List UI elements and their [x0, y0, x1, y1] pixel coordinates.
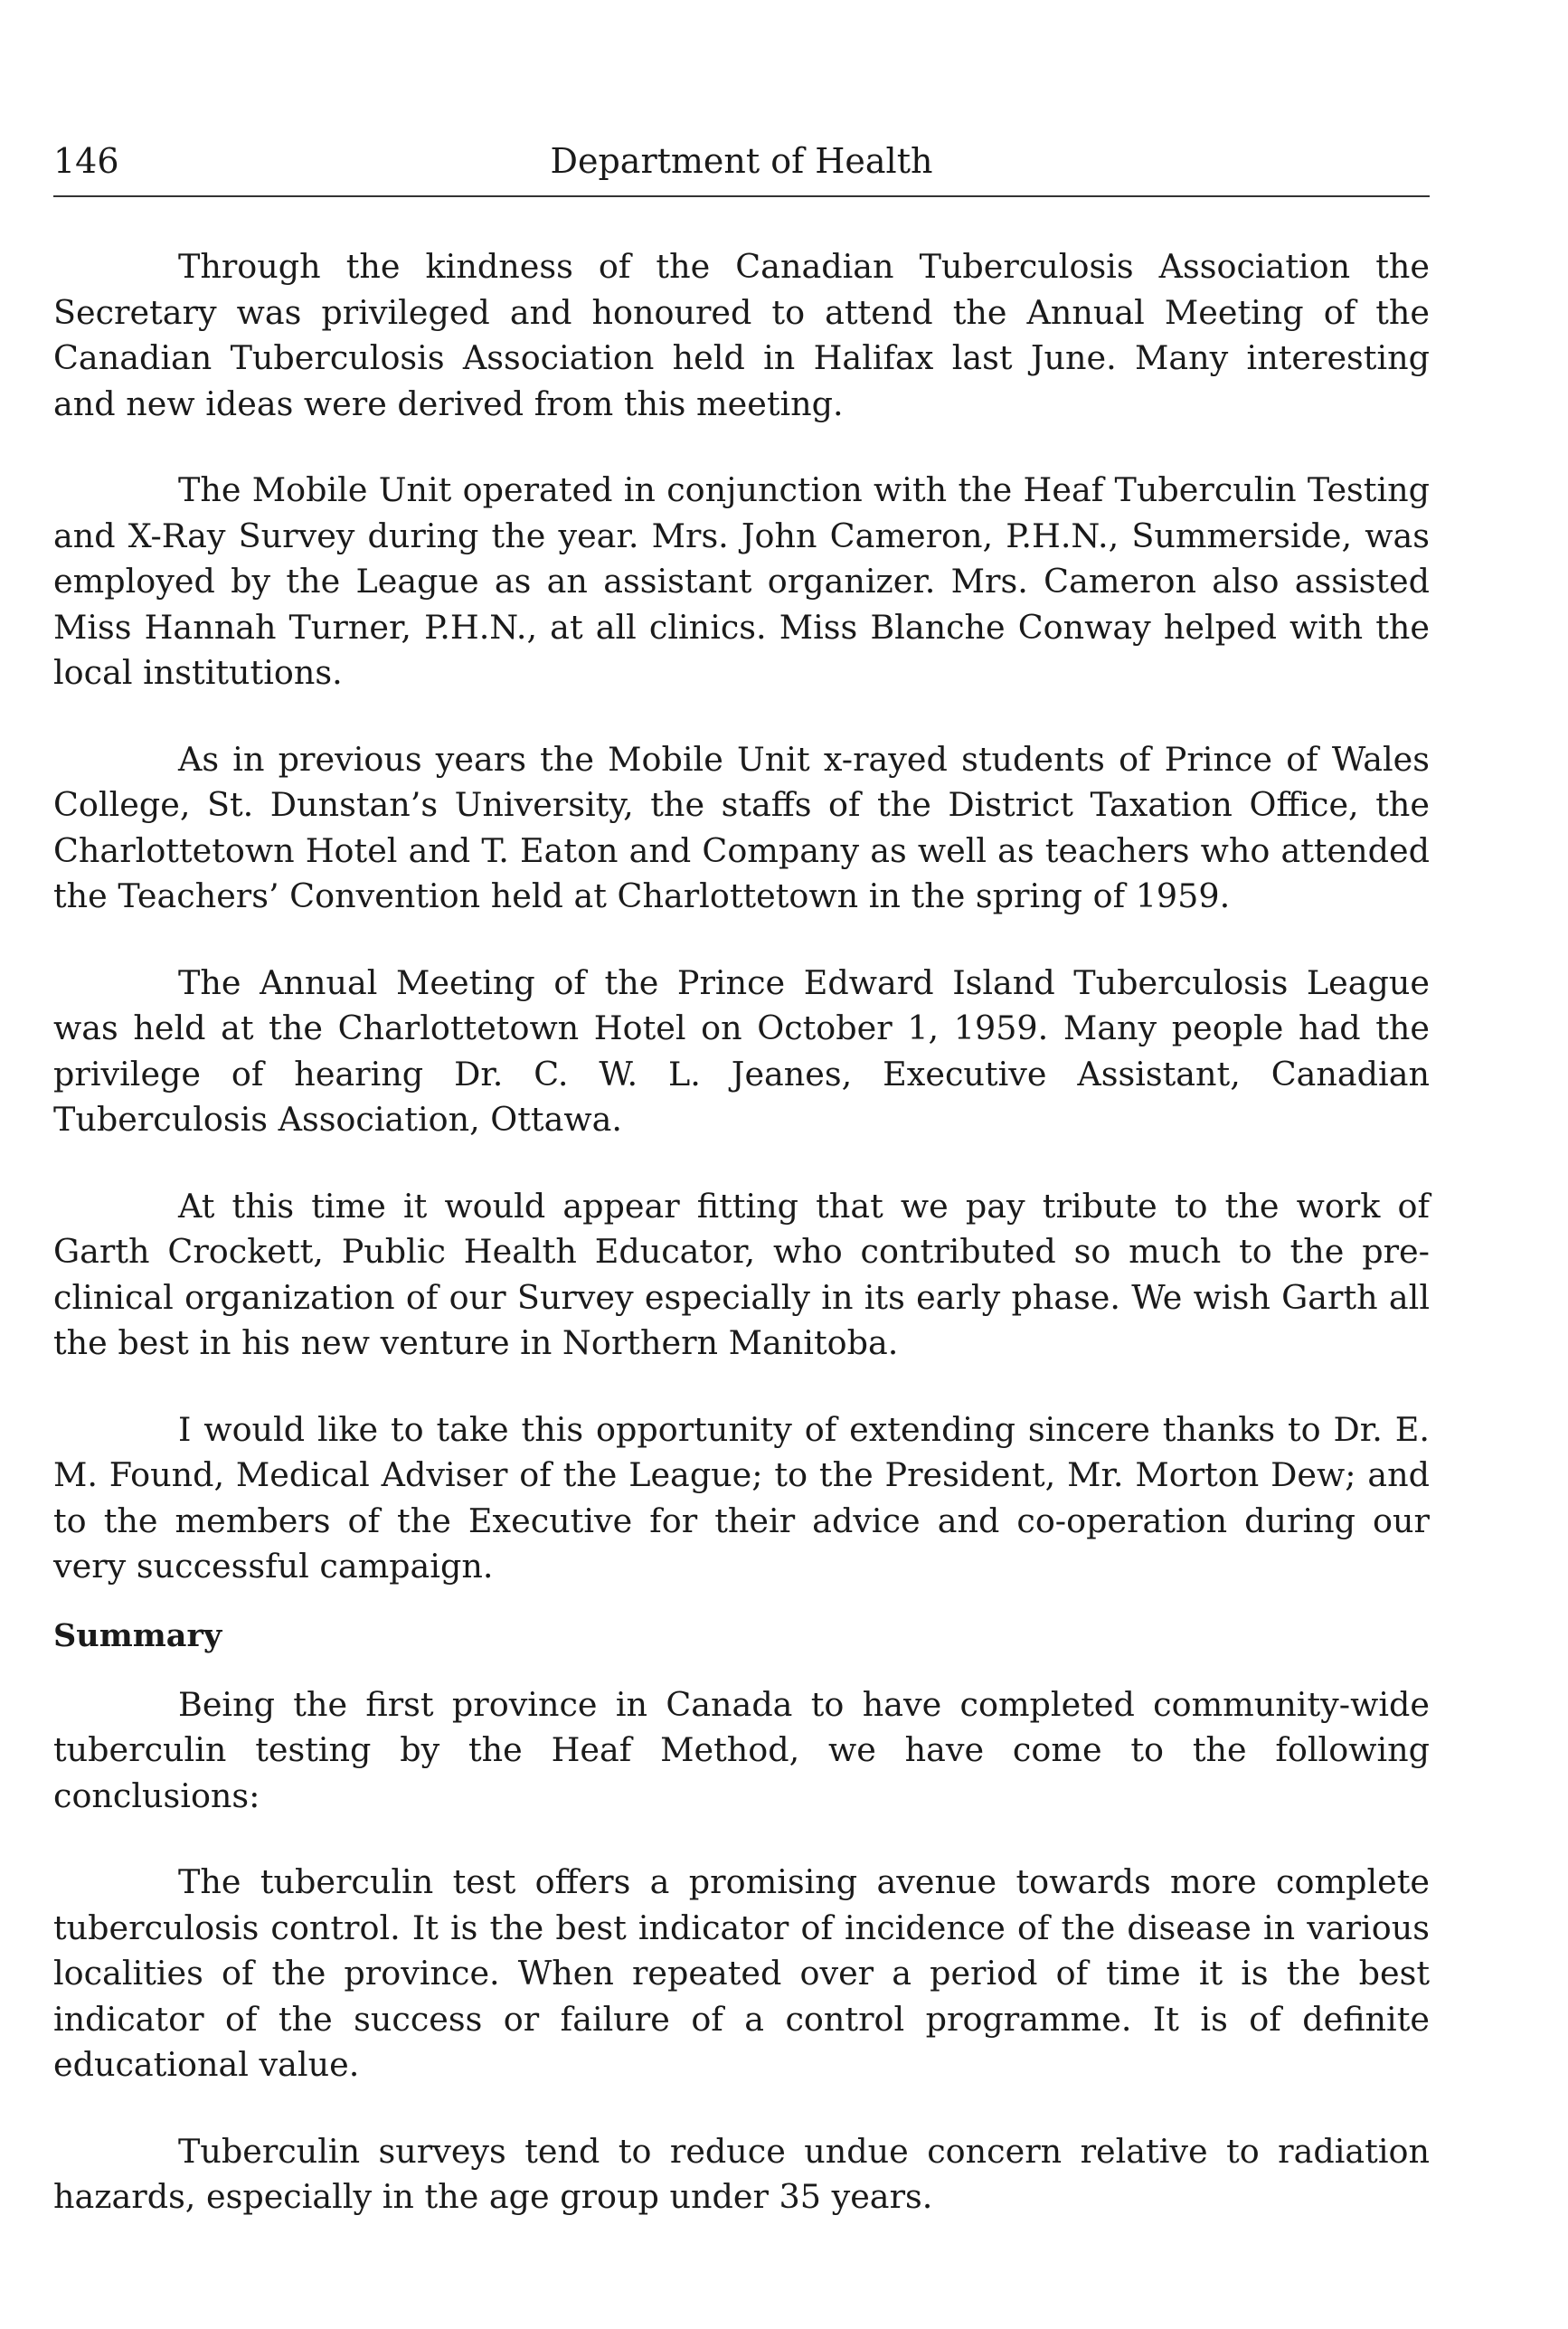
summary-paragraph: The tuberculin test offers a promising avenue towards more complete tuberculosis control. It is the best indicator of incidence of the disease in various localities of the province. When repeated over a period of time it is the best indicator of the success or failure of a control programme. It is of definite educational value. — [53, 1862, 1430, 2084]
body-text — [53, 244, 1430, 2261]
header-rule — [53, 195, 1430, 197]
page-number: 146 — [53, 141, 119, 181]
paragraph: I would like to take this opportunity of extending sincere thanks to Dr. E. M. Found, Medical Adviser of the League; to the President, Mr. Morton Dew; and to the members of the Executive for their advice and co-operation during our very successful campaign. — [53, 1409, 1430, 1586]
paragraph: The Annual Meeting of the Prince Edward Island Tuberculosis League was held at the Charlottetown Hotel on October 1, 1959. Many people had the privilege of hearing Dr. C. W. L. Jeanes, Executive Assistant, Canadian Tuberculosis Association, Ottawa. — [53, 962, 1430, 1139]
paragraph: At this time it would appear fitting that we pay tribute to the work of Garth Crockett, Public Health Educator, who contributed so much to the pre-clinical organization of our Survey especially in its early phase. We wish Garth all the best in his new venture in Northern Manitoba. — [53, 1186, 1430, 1362]
section-heading-summary: Summary — [53, 1616, 222, 1654]
summary-paragraph: Being the first province in Canada to have completed community-wide tuberculin testing by the Heaf Method, we have come to the following conclusions: — [53, 1684, 1430, 1815]
paragraph: Through the kindness of the Canadian Tuberculosis Association the Secretary was privileged and honoured to attend the Annual Meeting of the Canadian Tuberculosis Association held in Halifax last June. Many interesting and new ideas were derived from this meeting. — [53, 247, 1430, 423]
running-title: Department of Health — [550, 141, 933, 181]
summary-paragraph: Tuberculin surveys tend to reduce undue concern relative to radiation hazards, especially in the age group under 35 years. — [53, 2131, 1430, 2216]
paragraph: The Mobile Unit operated in conjunction with the Heaf Tuberculin Testing and X-Ray Survey during the year. Mrs. John Cameron, P.H.N., Summerside, was employed by the League as an assistant organizer. Mrs. Cameron also assisted Miss Hannah Turner, P.H.N., at all clinics. Miss Blanche Conway helped with the local institutions. — [53, 470, 1430, 692]
paragraph: As in previous years the Mobile Unit x-rayed students of Prince of Wales College, St. Dunstan’s University, the staffs of the District Taxation Office, the Charlottetown Hotel and T. Eaton and Company as well as teachers who attended the Teachers’ Convention held at Charlottetown in the spring of 1959. — [53, 739, 1430, 915]
running-header — [53, 136, 1430, 186]
